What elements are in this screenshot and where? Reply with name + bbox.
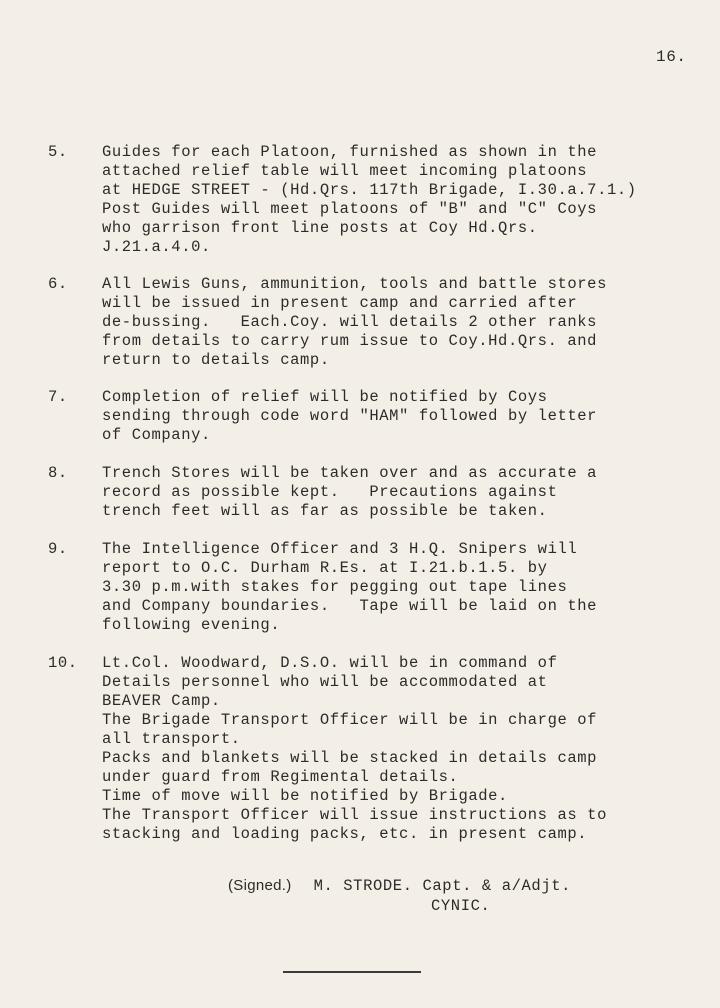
text-line: all transport. bbox=[102, 730, 241, 748]
text-line: trench feet will as far as possible be taken. bbox=[102, 502, 548, 520]
text-line: J.21.a.4.0. bbox=[102, 238, 211, 256]
text-line: attached relief table will meet incoming platoons bbox=[102, 162, 588, 180]
paragraph-number: 5. bbox=[48, 143, 68, 161]
text-line: Time of move will be notified by Brigade. bbox=[102, 787, 508, 805]
text-line: Post Guides will meet platoons of "B" and "C" Coys bbox=[102, 200, 598, 218]
text-line: The Brigade Transport Officer will be in charge of bbox=[102, 711, 598, 729]
signatory-name: M. STRODE. Capt. & a/Adjt. bbox=[313, 877, 572, 895]
text-line: All Lewis Guns, ammunition, tools and battle stores bbox=[102, 275, 607, 293]
paragraph-text bbox=[102, 654, 702, 844]
paragraph-text bbox=[102, 275, 702, 370]
text-line: return to details camp. bbox=[102, 351, 330, 369]
paragraph-number: 7. bbox=[48, 388, 68, 406]
text-line: following evening. bbox=[102, 616, 281, 634]
footer-divider bbox=[283, 971, 421, 973]
text-line: Trench Stores will be taken over and as accurate a bbox=[102, 464, 598, 482]
paragraph-text bbox=[102, 388, 702, 445]
text-line: at HEDGE STREET - (Hd.Qrs. 117th Brigade, I.30.a.7.1.) bbox=[102, 181, 637, 199]
paragraph-text bbox=[102, 540, 702, 635]
page-number: 16. bbox=[656, 48, 687, 66]
signature-block bbox=[228, 876, 688, 916]
text-line: de-bussing. Each.Coy. will details 2 other ranks bbox=[102, 313, 598, 331]
signatory-unit: CYNIC. bbox=[431, 897, 491, 915]
text-line: 3.30 p.m.with stakes for pegging out tape lines bbox=[102, 578, 568, 596]
signature-line bbox=[228, 876, 688, 896]
text-line: Packs and blankets will be stacked in details camp bbox=[102, 749, 598, 767]
text-line: Lt.Col. Woodward, D.S.O. will be in command of bbox=[102, 654, 558, 672]
text-line: record as possible kept. Precautions against bbox=[102, 483, 558, 501]
signed-label: (Signed.) bbox=[228, 877, 292, 894]
text-line: The Intelligence Officer and 3 H.Q. Snipers will bbox=[102, 540, 578, 558]
paragraph-number: 8. bbox=[48, 464, 68, 482]
text-line: of Company. bbox=[102, 426, 211, 444]
paragraph-number: 9. bbox=[48, 540, 68, 558]
text-line: who garrison front line posts at Coy Hd.Qrs. bbox=[102, 219, 538, 237]
text-line: Details personnel who will be accommodated at bbox=[102, 673, 548, 691]
text-line: will be issued in present camp and carried after bbox=[102, 294, 578, 312]
text-line: under guard from Regimental details. bbox=[102, 768, 459, 786]
text-line: from details to carry rum issue to Coy.Hd.Qrs. and bbox=[102, 332, 598, 350]
paragraph-number: 6. bbox=[48, 275, 68, 293]
text-line: BEAVER Camp. bbox=[102, 692, 221, 710]
text-line: report to O.C. Durham R.Es. at I.21.b.1.5. by bbox=[102, 559, 548, 577]
text-line: Completion of relief will be notified by Coys bbox=[102, 388, 548, 406]
text-line: and Company boundaries. Tape will be laid on the bbox=[102, 597, 598, 615]
paragraph-text bbox=[102, 143, 702, 257]
text-line: The Transport Officer will issue instructions as to bbox=[102, 806, 607, 824]
paragraph-number: 10. bbox=[48, 654, 78, 672]
text-line: stacking and loading packs, etc. in present camp. bbox=[102, 825, 588, 843]
text-line: sending through code word "HAM" followed by letter bbox=[102, 407, 598, 425]
paragraph-text bbox=[102, 464, 702, 521]
text-line: Guides for each Platoon, furnished as shown in the bbox=[102, 143, 598, 161]
